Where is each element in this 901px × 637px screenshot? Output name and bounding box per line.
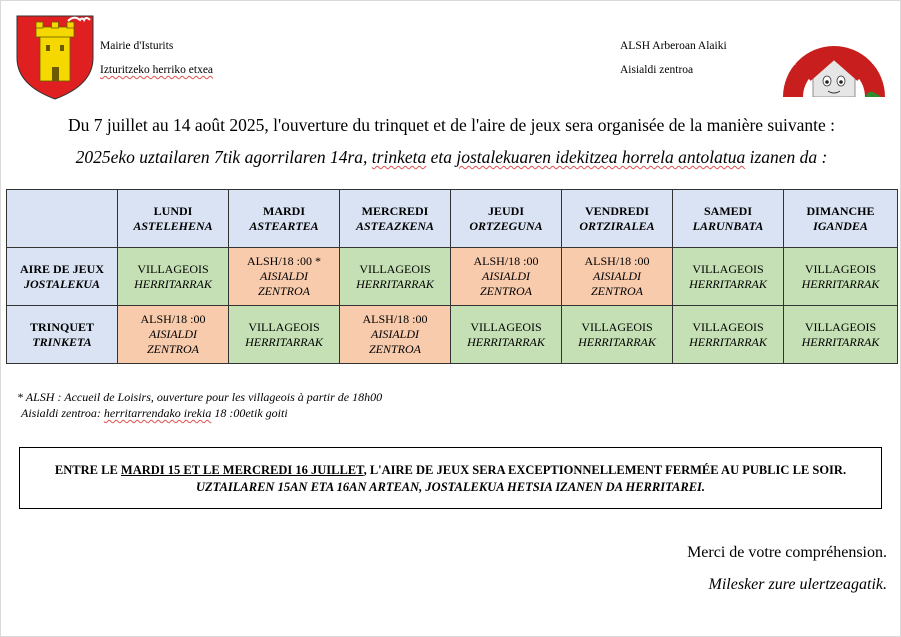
schedule-cell: ALSH/18 :00 AISIALDI ZENTROA (340, 306, 451, 364)
notice-basque: UZTAILAREN 15AN ETA 16AN ARTEAN, JOSTALEKUA HETSIA IZANEN DA HERRITAREI. (195, 480, 706, 494)
schedule-cell: ALSH/18 :00 AISIALDI ZENTROA (451, 248, 562, 306)
footnote-basque: Aisialdi zentroa: herritarrendako irekia 18 :00etik goiti (21, 406, 288, 420)
logo-text: ARBEROAN ALAIKI (786, 22, 882, 66)
day-header: VENDREDI ORTZIRALEA (562, 190, 673, 248)
closure-notice (19, 447, 882, 509)
schedule-table (6, 189, 898, 364)
day-header: MERCREDI ASTEAZKENA (340, 190, 451, 248)
schedule-cell: ALSH/18 :00 AISIALDI ZENTROA (118, 306, 229, 364)
day-header: LUNDI ASTELEHENA (118, 190, 229, 248)
alsh-name: ALSH Arberoan Alaiki (620, 40, 727, 52)
schedule-cell: VILLAGEOIS HERRITARRAK (229, 306, 340, 364)
table-row-aire-de-jeux (7, 248, 898, 306)
schedule-cell: VILLAGEOIS HERRITARRAK (673, 306, 784, 364)
day-header: JEUDI ORTZEGUNA (451, 190, 562, 248)
schedule-cell: VILLAGEOIS HERRITARRAK (562, 306, 673, 364)
schedule-cell: VILLAGEOIS HERRITARRAK (784, 248, 898, 306)
schedule-cell: VILLAGEOIS HERRITARRAK (118, 248, 229, 306)
mairie-name-basque: Izturitzeko herriko etxea (100, 64, 214, 76)
row-header: AIRE DE JEUX JOSTALEKUA (7, 248, 118, 306)
schedule-cell: VILLAGEOIS HERRITARRAK (784, 306, 898, 364)
arberoan-alaiki-logo (781, 13, 887, 97)
mairie-name: Mairie d'Isturits (100, 40, 174, 52)
notice-french: ENTRE LE MARDI 15 ET LE MERCREDI 16 JUILLET, L'AIRE DE JEUX SERA EXCEPTIONNELLEMENT FERMÉE AU PUBLIC LE SOIR. (54, 463, 847, 477)
alsh-subtitle: Aisialdi zentroa (620, 64, 694, 76)
day-header: SAMEDI LARUNBATA (673, 190, 784, 248)
schedule-cell: VILLAGEOIS HERRITARRAK (673, 248, 784, 306)
schedule-cell: VILLAGEOIS HERRITARRAK (451, 306, 562, 364)
title-french: Du 7 juillet au 14 août 2025, l'ouverture du trinquet et de l'aire de jeux sera organisée de la manière suivante : (68, 115, 835, 135)
thanks-french: Merci de votre compréhension. (687, 544, 887, 561)
castle-crest-icon (14, 13, 96, 101)
schedule-cell: ALSH/18 :00 AISIALDI ZENTROA (562, 248, 673, 306)
schedule-cell: ALSH/18 :00 * AISIALDI ZENTROA (229, 248, 340, 306)
title-basque: 2025eko uztailaren 7tik agorrilaren 14ra, trinketa eta jostalekuaren idekitzea horrela antolatua izanen da : (75, 147, 828, 167)
schedule-cell: VILLAGEOIS HERRITARRAK (340, 248, 451, 306)
row-header: TRINQUET TRINKETA (7, 306, 118, 364)
corner-cell (7, 190, 118, 248)
table-header-row (7, 190, 898, 248)
footnote-french: * ALSH : Accueil de Loisirs, ouverture pour les villageois à partir de 18h00 (17, 390, 383, 404)
day-header: MARDI ASTEARTEA (229, 190, 340, 248)
table-row-trinquet (7, 306, 898, 364)
thanks-basque: Milesker zure ulertzeagatik. (708, 576, 887, 593)
day-header: DIMANCHE IGANDEA (784, 190, 898, 248)
